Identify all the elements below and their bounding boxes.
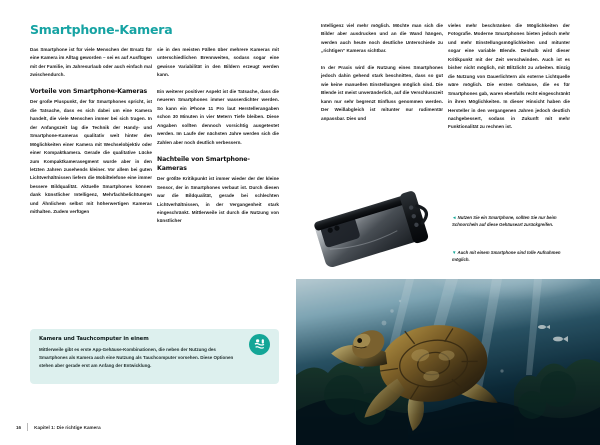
footer-divider (27, 423, 28, 431)
scuba-diver-icon (249, 334, 270, 355)
info-callout-box (30, 329, 279, 384)
image-caption-turtle (452, 249, 568, 264)
paragraph: sie in den meisten Fällen über mehrere Kameras mit unterschiedlichen Brennweiten, sodass sogar eine gewisse Variabilität in den Bildern erzeugt werden kann. (157, 47, 279, 78)
text-column-4 (448, 22, 570, 140)
callout-title: Kamera und Tauchcomputer in einem (39, 336, 149, 342)
section-heading-nachteile: Nachteile von Smartphone-Kameras (157, 155, 250, 172)
page-footer (16, 423, 101, 431)
footer-chapter-title: Kapitel 1: Die richtige Kamera (34, 424, 101, 430)
page-title: Smartphone-Kamera (30, 22, 173, 37)
text-column-2 (157, 46, 279, 234)
image-waterproof-phone-case (296, 180, 448, 278)
caption-marker-left: ◄ (452, 215, 457, 220)
paragraph: Ein weiterer positiver Aspekt ist die Tatsache, dass die neueren Smartphones immer wasserdichter werden. So kann ein iPhone 11 Pro laut Herstellerangaben schon 30 Minuten in vier Metern Tiefe bleiben. Diese Angaben sollten dennoch vorsichtig ausgetestet werden. Im Laufe der nächsten Jahre werden sich die Zahlen aber noch deutlich verbessern. (157, 88, 279, 145)
paragraph: vieles mehr beschränken die Möglichkeiten der Fotografie. Moderne Smartphones bieten jedoch mehr und mehr Einstellungsmöglichkeiten und mitunter sogar eine variable Blende. Deshalb wird dieser Kritikpunkt mit der Zeit verschwinden. Auch ist es bisher nicht möglich, mit Blitzlicht zu arbeiten. Einzig die Nutzung von Dauerlichtern als externe Lichtquelle wäre möglich. Die ersten Gehäuse, die es für Smartphones gab, waren ebenfalls recht eingeschränkt in ihren Möglichkeiten. In dieser Hinsicht haben die Hersteller in den vergangenen Jahren jedoch deutlich nachgebessert, sodass in Zukunft mit mehr Funktionalität zu rechnen ist. (448, 23, 570, 130)
caption-text: Auch mit einem Smartphone sind tolle Aufnahmen möglich. (452, 250, 561, 263)
text-column-3 (321, 22, 443, 131)
footer-page-number: 16 (16, 424, 22, 430)
paragraph: Das Smartphone ist für viele Menschen der Ersatz für eine Kamera im Alltag geworden – sei es auf Ausflügen mit der Familie, im Jahresurlaub oder auch einfach mal zwischendurch. (30, 47, 152, 78)
callout-body: Mittlerweile gibt es erste App-Gehäuse-Kombinationen, die neben der Nutzung des Smartphones als Kamera auch eine Nutzung als Tauchcomputer vorsehen. Diese Optionen stehen aber gerade erst am Anfang der Entwicklung. (39, 346, 234, 368)
caption-text: Nutzen Sie ein Smartphone, sollten Sie nur beim Schnorcheln auf diese Gehäuseart zurückgreifen. (452, 215, 557, 228)
paragraph: Der größte Kritikpunkt ist immer wieder der der kleine Sensor, der in Smartphones verbaut ist. Durch diesen war die Bildqualität, gerade bei schlechten Lichtverhältnissen, in der Vergangenheit stark eingeschränkt. Mittlerweile ist durch die Nutzung von künstlicher (157, 176, 279, 224)
paragraph: Der große Pluspunkt, der für Smartphones spricht, ist die Tatsache, dass es sich dabei um eine Kamera handelt, die viele Menschen immer bei sich tragen. In der Anfangszeit lag die Technik der Handy- und Smartphone-Kameras qualitativ weit hinter den Möglichkeiten einer Kamera mit Wechselobjektiv oder einer Kompaktkamera. Gerade die qualitative Lücke zum Kompaktkamerasegment wurde aber in den letzten Jahren zusehends kleiner. Vor allem bei guten Lichtverhältnissen liefern die Mobiltelefone eine immer bessere Bildqualität. Aktuelle Smartphones können dank künstlicher Intelligenz, Mehrfachbelichtungen und Ähnlichem selbst mit höherwertigen Kameras mithalten. Zudem verfügen (30, 99, 152, 215)
section-heading-vorteile: Vorteile von Smartphone-Kameras (30, 87, 148, 95)
paragraph: Intelligenz viel mehr möglich. Möchte man sich die Bilder aber ausdrucken und an die Wand hängen, werden auch heute noch deutliche Unterschiede zu „richtigen“ Kameras sichtbar. (321, 23, 443, 54)
text-column-1 (30, 46, 152, 225)
paragraph: In der Praxis wird die Nutzung eines Smartphones jedoch dahin gehend stark beschnitten, dass so gut wie keine manuellen Einstellungen möglich sind. Die Blende ist meist unveränderlich, auf die Verschlusszeit kann nur sehr begrenzt Einfluss genommen werden. Der Weißabgleich ist mitunter nur rudimentär anpassbar. Dies und (321, 64, 443, 121)
image-caption-phone-case (452, 214, 568, 229)
image-sea-turtle (296, 279, 600, 445)
caption-marker-down: ▼ (452, 250, 457, 255)
